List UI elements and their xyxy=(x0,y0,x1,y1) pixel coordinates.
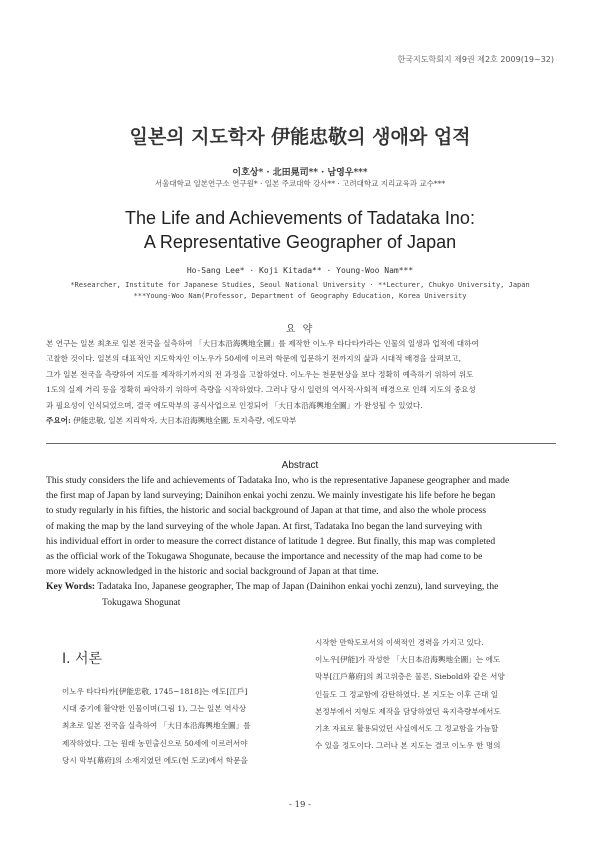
affiliations-english xyxy=(0,280,600,302)
body-line: 인들도 그 정교함에 감탄하였다. 본 지도는 이후 근대 일 xyxy=(315,689,499,699)
affiliation-line-2: ***Young-Woo Nam(Professor, Department of Geography Education, Korea University xyxy=(133,292,467,300)
abstract-line: as the official work of the Tokugawa Shogunate, because the importance and necessity of the map had come to be xyxy=(46,551,483,563)
body-column-left xyxy=(62,683,286,769)
authors-english: Ho-Sang Lee* · Koji Kitada** · Young-Woo Nam*** xyxy=(186,266,414,275)
title-english-line-1: The Life and Achievements of Tadataka Ino: xyxy=(125,208,475,228)
body-line: 제작하였다. 그는 원래 농민출신으로 50세에 이르러서야 xyxy=(62,738,248,748)
body-line: 이노우 타다타카[伊能忠敬, 1745~1818]는 에도[江戶] xyxy=(62,687,248,696)
abstract-keywords-text: Tadataka Ino, Japanese geographer, The map of Japan (Dainihon enkai yochi zenzu), land surveying, the xyxy=(97,581,499,593)
body-line: 수 있을 정도이다. 그러나 본 지도는 결코 이노우 한 명의 xyxy=(315,741,501,751)
summary-body xyxy=(46,336,556,428)
summary-keywords-text: 伊能忠敬, 일본 지리학자, 大日本沿海輿地全圖, 토지측량, 에도막부 xyxy=(73,416,297,426)
divider-rule xyxy=(46,443,556,444)
abstract-line: This study considers the life and achievements of Tadataka Ino, who is the representative Japanese geographer and made xyxy=(46,475,510,486)
body-line: 시작한 만학도로서의 이색적인 경력을 가지고 있다. xyxy=(315,638,484,647)
summary-line: 과 필요성이 인식되었으며, 결국 에도막부의 공식사업으로 인정되어 「大日本沿海輿地全圖」가 완성될 수 있었다. xyxy=(46,400,423,410)
affiliations-korean: 서울대학교 일본연구소 연구원* · 일본 주쿄대학 강사** · 고려대학교 지리교육과 교수*** xyxy=(154,179,446,188)
abstract-line: his individual effort in order to measure the correct distance of latitude 1 degree. But finally, this map was completed xyxy=(46,535,496,547)
abstract-keywords-continued: Tokugawa Shogunat xyxy=(102,596,181,608)
section-heading: I. 서론 xyxy=(62,651,103,667)
page-number: - 19 - xyxy=(289,800,311,810)
abstract-line: of making the map by the land surveying of the whole Japan. At first, Tadataka Ino began the land surveying with xyxy=(46,520,483,532)
abstract-keywords-label: Key Words: xyxy=(46,581,96,593)
abstract-line: the first map of Japan by land surveying; Dainihon enkai yochi zenzu. We mainly investigate his life before he began xyxy=(46,490,496,502)
abstract-keywords xyxy=(46,579,558,594)
authors-korean: 이호상* · 北田晃司** · 남영우*** xyxy=(232,168,368,178)
abstract-line: to study regularly in his fifties, the historic and social background of Japan at that time, and also the whole process xyxy=(46,505,487,517)
summary-keywords-label: 주요어: xyxy=(46,416,71,426)
summary-line: 그가 일본 전국을 측량하여 지도를 제작하기까지의 전 과정을 고찰하였다. 이노우는 천문현상을 보다 정확히 예측하기 위하여 위도 xyxy=(46,369,474,379)
abstract-heading: Abstract xyxy=(281,460,319,471)
summary-heading: 요 약 xyxy=(285,324,315,335)
summary-line: 본 연구는 일본 최초로 일본 전국을 실측하여 「大日本沿海輿地全圖」를 제작한 이노우 타다타카라는 인물의 일생과 업적에 대하여 xyxy=(46,339,479,348)
title-english-line-2: A Representative Geographer of Japan xyxy=(143,232,457,252)
body-line: 최초로 일본 전국을 실측하여 「大日本沿海輿地全圖」를 xyxy=(62,721,251,731)
body-line: 막부[江戶幕府]의 최고위층은 물론, Siebold와 같은 서양 xyxy=(315,672,505,682)
affiliation-line-1: *Researcher, Institute for Japanese Studies, Seoul National University · **Lecturer, Chukyo University, Japan xyxy=(70,281,530,289)
summary-keywords xyxy=(46,413,556,428)
abstract-line: more widely acknowledged in the historic and social background of Japan at that time. xyxy=(46,566,379,578)
title-korean: 일본의 지도학자 伊能忠敬의 생애와 업적 xyxy=(129,126,471,148)
body-line: 시대 중기에 활약한 인물이며(그림 1), 그는 일본 역사상 xyxy=(62,704,247,714)
summary-line: 고찰한 것이다. 일본의 대표적인 지도학자인 이노우가 50세에 이르러 학문에 입문하기 전까지의 삶과 시대적 배경을 살펴보고, xyxy=(46,354,462,364)
body-column-right xyxy=(315,634,559,754)
title-english xyxy=(0,206,600,254)
body-line: 본정부에서 지형도 제작을 담당하였던 육지측량부에서도 xyxy=(315,706,501,716)
body-line: 기초 자료로 활용되었던 사실에서도 그 정교함을 가늠할 xyxy=(315,724,499,734)
body-line: 당시 막부[幕府]의 소재지였던 에도(현 도쿄)에서 학문을 xyxy=(62,755,248,765)
journal-header: 한국지도학회지 제9권 제2호 2009(19~32) xyxy=(397,55,554,64)
body-line: 이노우[伊能]가 작성한 「大日本沿海輿地全圖」는 에도 xyxy=(315,655,501,665)
summary-line: 1도의 실제 거리 등을 정확히 파악하기 위하여 측량을 시작하였다. 그러나 당시 일련의 역사적·사회적 배경으로 인해 지도의 중요성 xyxy=(46,385,476,395)
abstract-body xyxy=(46,473,558,610)
